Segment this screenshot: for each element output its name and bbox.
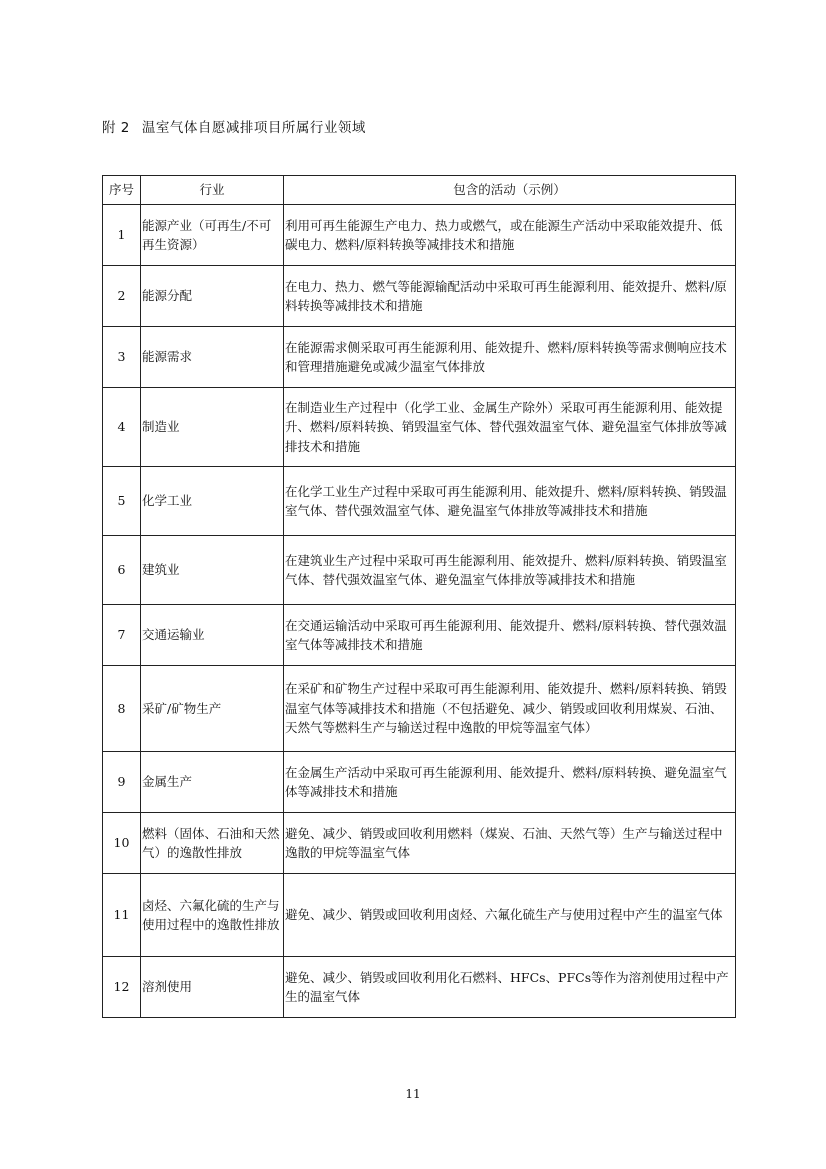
row-sector: 采矿/矿物生产	[141, 666, 284, 752]
row-activity: 在化学工业生产过程中采取可再生能源利用、能效提升、燃料/原料转换、销毁温室气体、替代强效温室气体、避免温室气体排放等减排技术和措施	[284, 467, 736, 536]
row-sector: 能源分配	[141, 266, 284, 327]
row-number: 8	[103, 666, 141, 752]
row-activity: 在采矿和矿物生产过程中采取可再生能源利用、能效提升、燃料/原料转换、销毁温室气体等减排技术和措施（不包括避免、减少、销毁或回收利用煤炭、石油、天然气等燃料生产与输送过程中逸散的甲烷等温室气体）	[284, 666, 736, 752]
row-number: 12	[103, 957, 141, 1018]
page-number: 11	[405, 1087, 421, 1101]
row-sector: 卤烃、六氟化硫的生产与使用过程中的逸散性排放	[141, 874, 284, 957]
table-row	[103, 327, 736, 388]
row-sector: 能源需求	[141, 327, 284, 388]
row-sector: 金属生产	[141, 752, 284, 813]
table-row	[103, 666, 736, 752]
row-sector: 溶剂使用	[141, 957, 284, 1018]
row-activity: 避免、减少、销毁或回收利用化石燃料、HFCs、PFCs等作为溶剂使用过程中产生的温室气体	[284, 957, 736, 1018]
row-activity: 在电力、热力、燃气等能源输配活动中采取可再生能源利用、能效提升、燃料/原料转换等减排技术和措施	[284, 266, 736, 327]
row-number: 3	[103, 327, 141, 388]
table-row	[103, 388, 736, 467]
sector-table	[102, 175, 736, 1018]
row-activity: 避免、减少、销毁或回收利用卤烃、六氟化硫生产与使用过程中产生的温室气体	[284, 874, 736, 957]
row-number: 4	[103, 388, 141, 467]
row-sector: 制造业	[141, 388, 284, 467]
table-row	[103, 467, 736, 536]
row-sector: 燃料（固体、石油和天然气）的逸散性排放	[141, 813, 284, 874]
header-activities: 包含的活动（示例）	[284, 176, 736, 205]
row-activity: 利用可再生能源生产电力、热力或燃气，或在能源生产活动中采取能效提升、低碳电力、燃料/原料转换等减排技术和措施	[284, 205, 736, 266]
appendix-label: 附 2	[102, 120, 130, 136]
table-row	[103, 205, 736, 266]
row-sector: 能源产业（可再生/不可再生资源）	[141, 205, 284, 266]
row-activity: 在制造业生产过程中（化学工业、金属生产除外）采取可再生能源利用、能效提升、燃料/原料转换、销毁温室气体、替代强效温室气体、避免温室气体排放等减排技术和措施	[284, 388, 736, 467]
row-number: 6	[103, 536, 141, 605]
table-row	[103, 752, 736, 813]
row-sector: 建筑业	[141, 536, 284, 605]
table-row	[103, 957, 736, 1018]
row-activity: 在能源需求侧采取可再生能源利用、能效提升、燃料/原料转换等需求侧响应技术和管理措施避免或减少温室气体排放	[284, 327, 736, 388]
appendix-heading: 温室气体自愿减排项目所属行业领域	[141, 120, 366, 136]
appendix-title	[102, 116, 366, 136]
row-sector: 交通运输业	[141, 605, 284, 666]
table-row	[103, 605, 736, 666]
header-sector: 行业	[141, 176, 284, 205]
table-header-row	[103, 176, 736, 205]
table-row	[103, 536, 736, 605]
row-activity: 在交通运输活动中采取可再生能源利用、能效提升、燃料/原料转换、替代强效温室气体等减排技术和措施	[284, 605, 736, 666]
row-activity: 在金属生产活动中采取可再生能源利用、能效提升、燃料/原料转换、避免温室气体等减排技术和措施	[284, 752, 736, 813]
row-number: 5	[103, 467, 141, 536]
table-row	[103, 874, 736, 957]
row-activity: 避免、减少、销毁或回收利用燃料（煤炭、石油、天然气等）生产与输送过程中逸散的甲烷等温室气体	[284, 813, 736, 874]
row-number: 11	[103, 874, 141, 957]
row-number: 10	[103, 813, 141, 874]
row-number: 9	[103, 752, 141, 813]
header-number: 序号	[103, 176, 141, 205]
table-row	[103, 266, 736, 327]
row-activity: 在建筑业生产过程中采取可再生能源利用、能效提升、燃料/原料转换、销毁温室气体、替代强效温室气体、避免温室气体排放等减排技术和措施	[284, 536, 736, 605]
row-number: 1	[103, 205, 141, 266]
table-row	[103, 813, 736, 874]
row-sector: 化学工业	[141, 467, 284, 536]
row-number: 7	[103, 605, 141, 666]
row-number: 2	[103, 266, 141, 327]
